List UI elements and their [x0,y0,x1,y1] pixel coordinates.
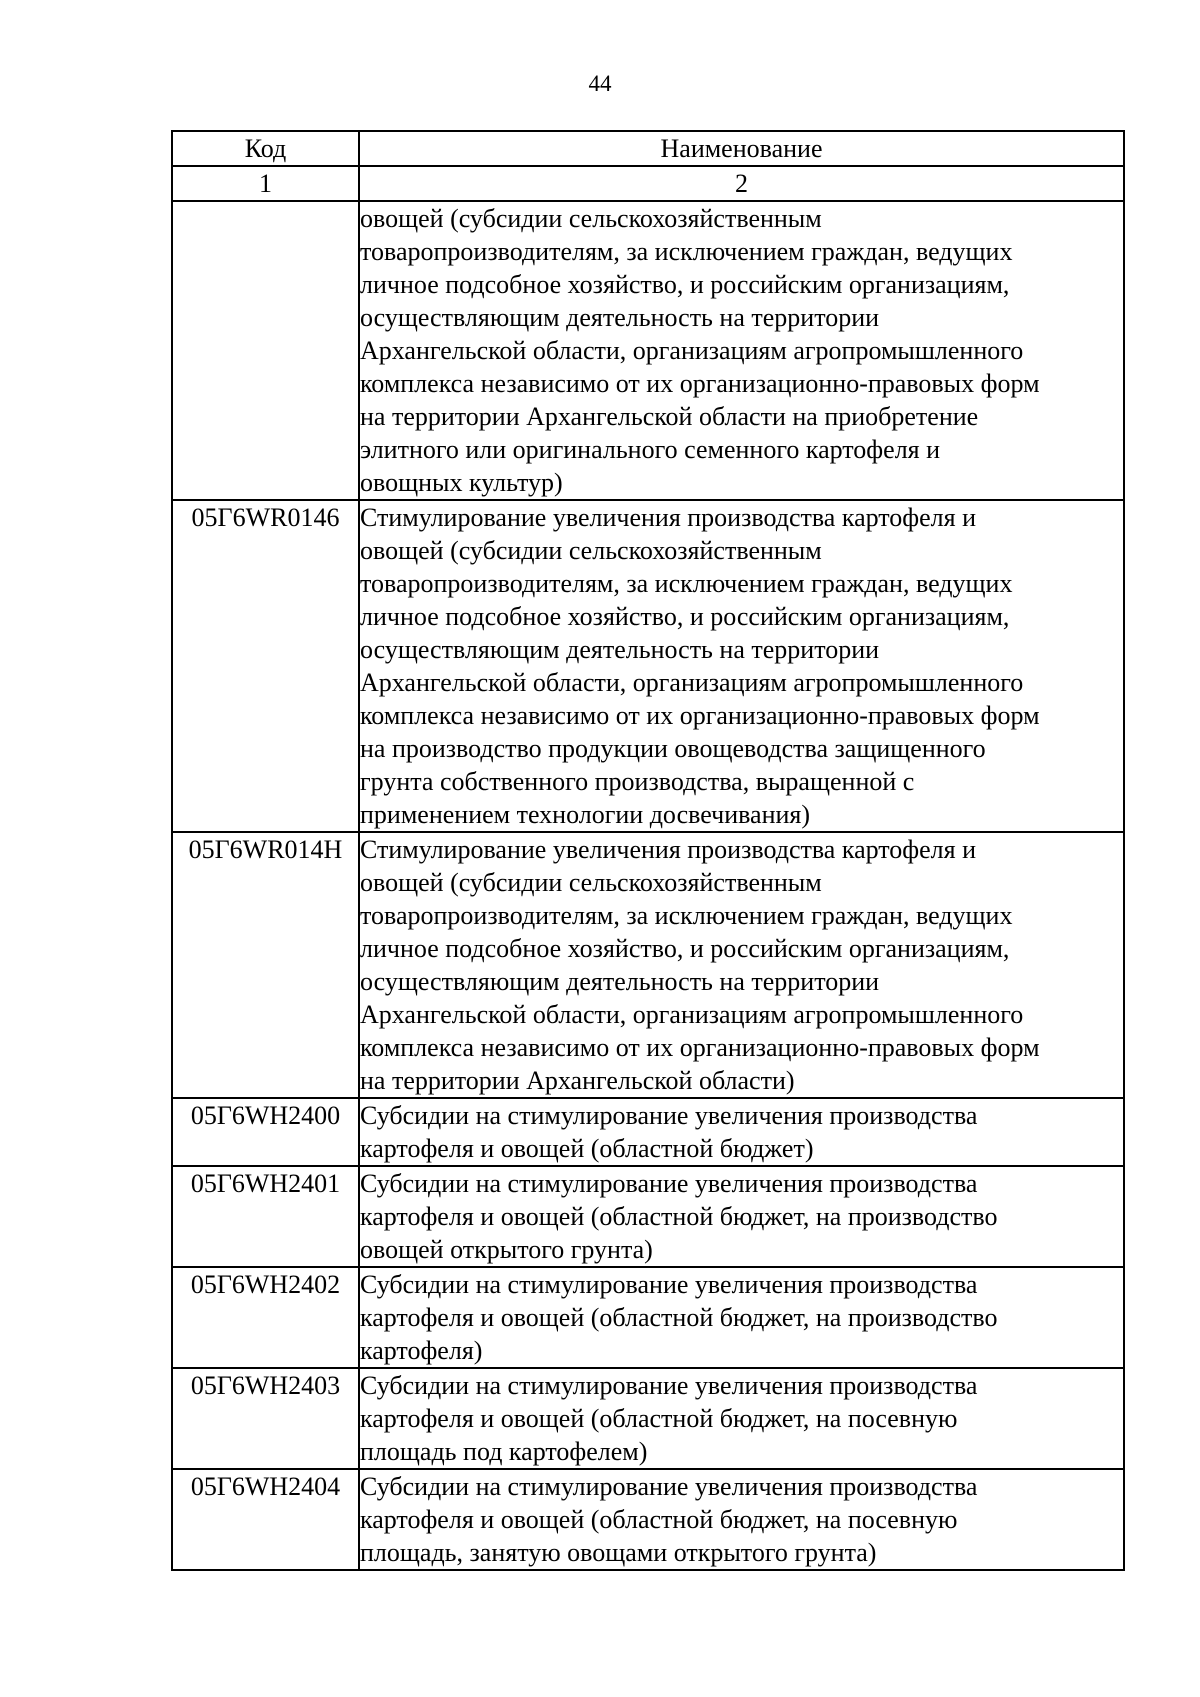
row-name [359,1166,1124,1267]
row-name [359,832,1124,1098]
table-row [172,832,1124,1098]
row-name-line: Стимулирование увеличения производства картофеля и [360,503,977,532]
table-body [172,201,1124,1570]
row-name-line: Архангельской области, организациям агропромышленного [360,336,1024,365]
row-name-line: Субсидии на стимулирование увеличения производства [360,1371,978,1400]
row-name-line: комплекса независимо от их организационно-правовых форм [360,701,1040,730]
column-numbers-row [172,166,1124,201]
row-name-line: картофеля и овощей (областной бюджет, на производство [360,1202,998,1231]
row-code [172,201,359,500]
header-code: Код [172,131,359,166]
page-number: 44 [588,71,612,96]
table-row [172,201,1124,500]
column-number-1: 1 [172,166,359,201]
row-code: 05Г6WH2402 [172,1267,359,1368]
row-name-line: комплекса независимо от их организационно-правовых форм [360,369,1040,398]
row-name-line: Архангельской области, организациям агропромышленного [360,1000,1024,1029]
row-name-line: овощей (субсидии сельскохозяйственным [360,204,822,233]
row-name-line: овощных культур) [360,468,563,497]
row-name-line: элитного или оригинального семенного картофеля и [360,435,941,464]
row-name [359,201,1124,500]
table-row [172,500,1124,832]
row-name-line: товаропроизводителям, за исключением граждан, ведущих [360,569,1013,598]
row-name-line: картофеля и овощей (областной бюджет, на производство [360,1303,998,1332]
row-name [359,500,1124,832]
row-name-line: на территории Архангельской области) [360,1066,795,1095]
row-name-line: картофеля) [360,1336,483,1365]
row-code: 05Г6WH2404 [172,1469,359,1570]
row-code: 05Г6WH2403 [172,1368,359,1469]
row-code: 05Г6WH2401 [172,1166,359,1267]
row-name-line: площадь под картофелем) [360,1437,648,1466]
table-row [172,1098,1124,1166]
row-name-line: овощей открытого грунта) [360,1235,653,1264]
table-row [172,1267,1124,1368]
row-code: 05Г6WR0146 [172,500,359,832]
row-code: 05Г6WR014H [172,832,359,1098]
row-name [359,1469,1124,1570]
row-name-line: товаропроизводителям, за исключением граждан, ведущих [360,901,1013,930]
row-name-line: Архангельской области, организациям агропромышленного [360,668,1024,697]
row-name-line: осуществляющим деятельность на территории [360,303,880,332]
row-name-line: Субсидии на стимулирование увеличения производства [360,1472,978,1501]
row-name [359,1368,1124,1469]
row-name-line: личное подсобное хозяйство, и российским организациям, [360,602,1010,631]
row-name-line: осуществляющим деятельность на территории [360,967,880,996]
table-row [172,1469,1124,1570]
table-row [172,1368,1124,1469]
table-row [172,1166,1124,1267]
row-name [359,1098,1124,1166]
row-name-line: товаропроизводителям, за исключением граждан, ведущих [360,237,1013,266]
row-name-line: личное подсобное хозяйство, и российским организациям, [360,934,1010,963]
row-name-line: площадь, занятую овощами открытого грунта) [360,1538,877,1567]
row-name-line: личное подсобное хозяйство, и российским организациям, [360,270,1010,299]
row-name-line: Субсидии на стимулирование увеличения производства [360,1101,978,1130]
row-name-line: Субсидии на стимулирование увеличения производства [360,1270,978,1299]
row-name-line: Стимулирование увеличения производства картофеля и [360,835,977,864]
table-header-row [172,131,1124,166]
row-name-line: на производство продукции овощеводства защищенного [360,734,986,763]
row-name-line: овощей (субсидии сельскохозяйственным [360,868,822,897]
column-number-2: 2 [359,166,1124,201]
row-name-line: комплекса независимо от их организационно-правовых форм [360,1033,1040,1062]
header-name: Наименование [359,131,1124,166]
row-name-line: осуществляющим деятельность на территории [360,635,880,664]
row-name [359,1267,1124,1368]
row-name-line: картофеля и овощей (областной бюджет, на посевную [360,1505,958,1534]
row-name-line: грунта собственного производства, выращенной с [360,767,915,796]
row-name-line: Субсидии на стимулирование увеличения производства [360,1169,978,1198]
row-name-line: на территории Архангельской области на приобретение [360,402,979,431]
row-name-line: картофеля и овощей (областной бюджет) [360,1134,814,1163]
row-name-line: овощей (субсидии сельскохозяйственным [360,536,822,565]
budget-codes-table [171,130,1125,1571]
row-name-line: применением технологии досвечивания) [360,800,811,829]
row-name-line: картофеля и овощей (областной бюджет, на посевную [360,1404,958,1433]
row-code: 05Г6WH2400 [172,1098,359,1166]
